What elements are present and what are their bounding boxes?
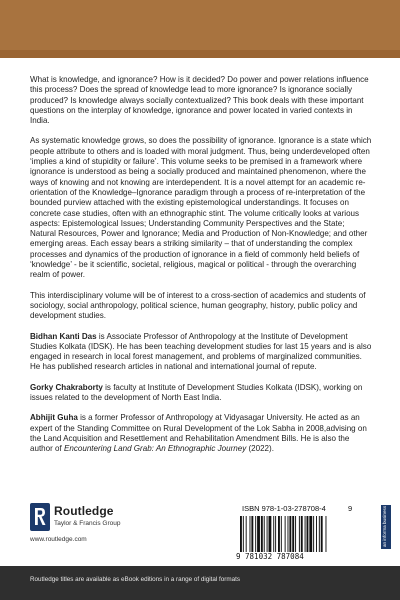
isbn-barcode xyxy=(236,504,374,564)
editor-bio xyxy=(30,383,372,404)
publisher-group: Taylor & Francis Group xyxy=(54,520,121,527)
blurb-paragraph: This interdisciplinary volume will be of interest to a cross-section of academics and students of sociology, social anthropology, political science, human geography, history, public policy and development studies. xyxy=(30,290,366,321)
cover-band-edge xyxy=(0,50,400,58)
blurb-paragraph: What is knowledge, and ignorance? How is it decided? Do power and power relations influence this process? Does the spread of knowledge lead to more ignorance? Is ignorance socially produced? Is knowledge always socially contextualized? This book deals with these important questions on the interplay of knowledge, ignorance and power located in varied contexts in India. xyxy=(30,75,369,126)
editor-bio xyxy=(30,413,372,454)
isbn-price-code: 9 xyxy=(348,504,353,513)
book-title: Encountering Land Grab: An Ethnographic Journey xyxy=(64,444,247,454)
editor-bio-text-end: (2022). xyxy=(246,444,274,454)
editor-name: Gorky Chakraborty xyxy=(30,382,103,392)
editor-bio-text: is Associate Professor of Anthropology at the Institute of Development Studies Kolkata (IDSK). He has been teaching development studies for last 15 years and is also engaged in research in local forest management, and problems of marginalized communities. He has published research articles in national and international journal of repute. xyxy=(30,331,372,372)
ebook-availability-note: Routledge titles are available as eBook editions in a range of digital formats xyxy=(30,576,241,583)
publisher-logo xyxy=(30,503,140,553)
publisher-name: Routledge xyxy=(54,504,114,518)
publisher-side-stripe xyxy=(381,505,391,549)
publisher-tagline: an informa business xyxy=(382,505,387,547)
footer-bar xyxy=(0,566,400,600)
editor-bio-text: is faculty at Institute of Development Studies Kolkata (IDSK), working on issues related to the development of North East India. xyxy=(30,382,363,403)
blurb-text-block xyxy=(30,75,372,465)
isbn-number: ISBN 978-1-03-278708-4 xyxy=(242,504,326,513)
barcode-icon xyxy=(240,516,360,552)
routledge-r-logo-icon xyxy=(30,503,50,531)
blurb-paragraph: As systematic knowledge grows, so does the possibility of ignorance. Ignorance is a state which people attribute to others and is loaded with moral judgment. Thus, being underdeveloped often ‘implies a kind of stupidity or failure’. This volume seeks to be premised in a framework where ignorance is understood as being a socially produced and maintained phenomenon, where the ways of knowing and not knowing are interdependent. It is a novel attempt for an academic re-orientation of the Knowledge–Ignorance paradigm through a process of re-interpretation of the bounded purview attached with the existing epistemological understandings. It focuses on concrete case studies, often with an ethnographic stint. The volume critically looks at various aspects: Epistemological Issues; Understanding Community Perspectives and the State; Natural Resources, Power and Ignorance; Media and Production of Non-Knowledge; and other emerging areas. Each essay bears a striking similarity – that of understanding the complex processes and dynamics of the production of ignorance in a field of commonly held beliefs of ‘knowledge’ - be it scientific, societal, religious, magical or political - through the overarching realm of power. xyxy=(30,136,372,280)
editor-name: Abhijit Guha xyxy=(30,413,78,423)
editor-name: Bidhan Kanti Das xyxy=(30,331,97,341)
editor-bio-text: is a former Professor of Anthropology at Vidyasagar University. He acted as an expert of the Standing Committee on Rural Development of the Lok Sabha in 2008,advising on the Land Acquisition and Resettlement and Rehabilitation Amendment Bills. He is also the author of xyxy=(30,413,367,454)
barcode-digits: 9 781032 787084 xyxy=(236,552,304,561)
editor-bio xyxy=(30,332,372,373)
publisher-url[interactable]: www.routledge.com xyxy=(30,536,87,543)
